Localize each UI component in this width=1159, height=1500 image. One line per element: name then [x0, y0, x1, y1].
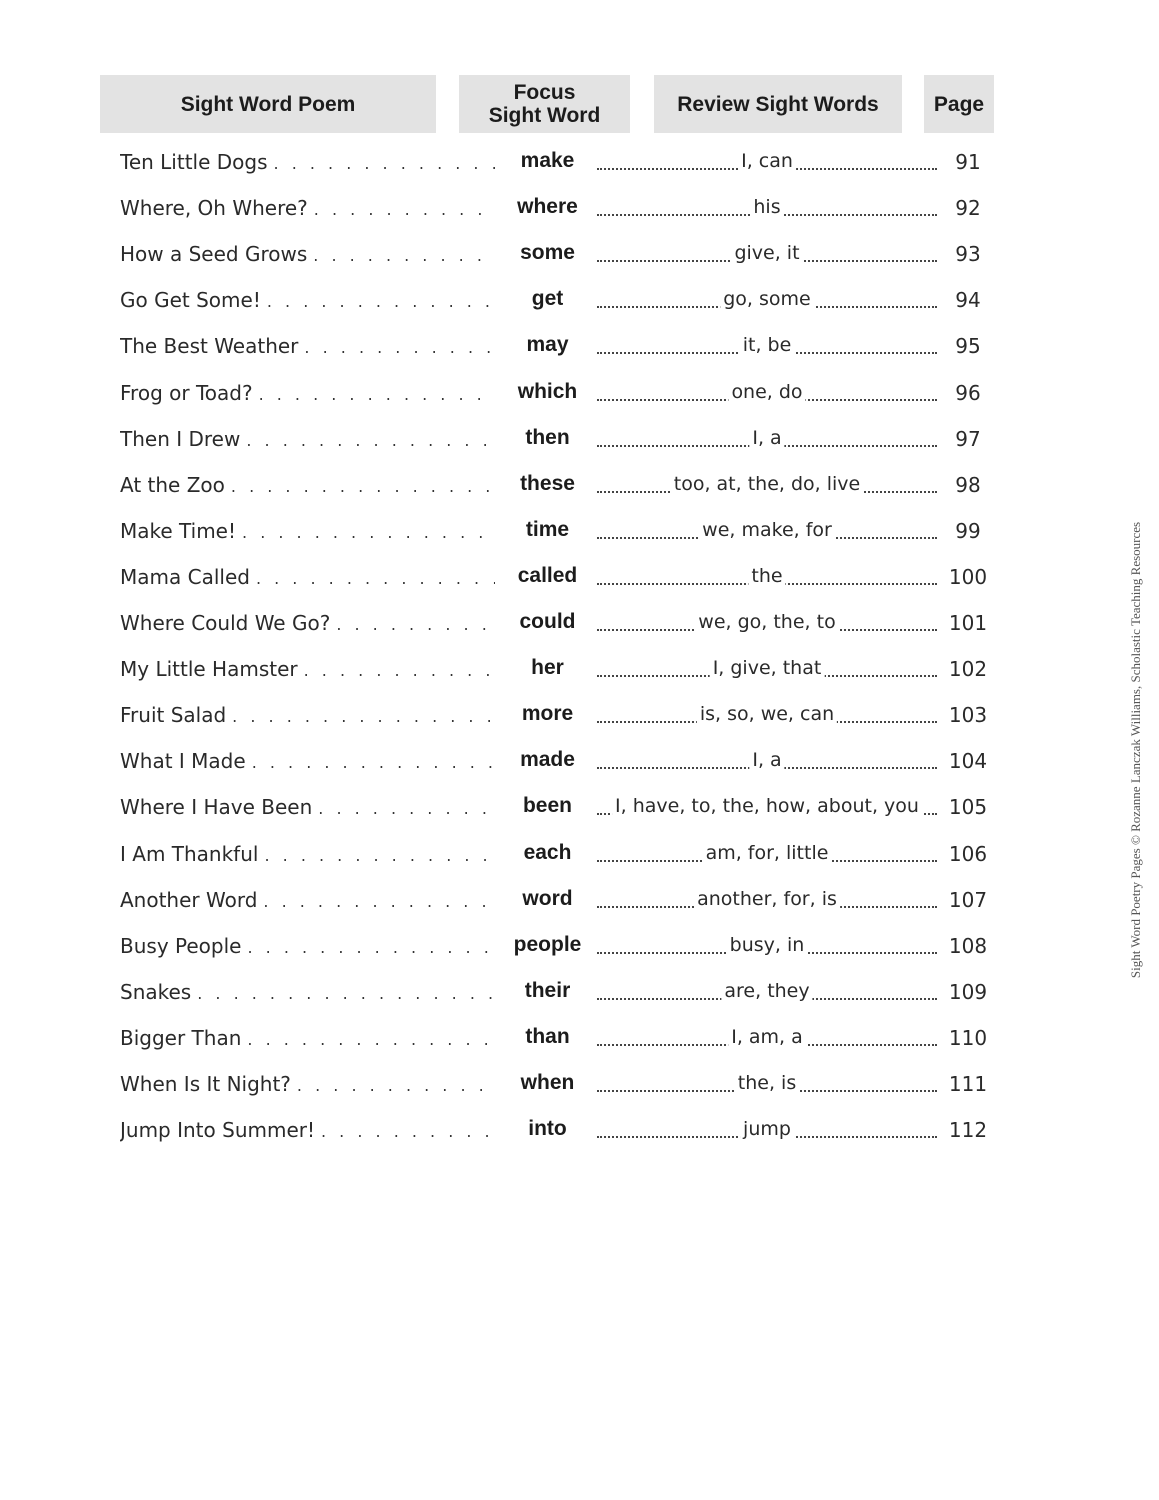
header-page	[924, 75, 994, 133]
review-words: go, some	[720, 288, 814, 310]
focus-word: these	[520, 471, 575, 495]
page-number: 91	[955, 150, 981, 174]
poem-title-cell	[120, 795, 495, 819]
leader-dots	[318, 799, 495, 818]
review-words-cell	[597, 1072, 937, 1100]
poem-title: Frog or Toad?	[120, 380, 253, 405]
leader-dots	[263, 892, 495, 911]
review-words-cell	[597, 427, 937, 455]
review-words-cell	[597, 150, 937, 178]
table-row	[0, 463, 1159, 509]
table-row	[0, 1062, 1159, 1108]
focus-word: make	[520, 149, 575, 172]
poem-title: Fruit Salad	[120, 703, 227, 728]
review-words-cell	[597, 749, 937, 777]
review-words-cell	[597, 242, 937, 270]
poem-title-cell	[120, 611, 495, 635]
focus-word: may	[526, 333, 569, 357]
header-page-label: Page	[933, 92, 985, 116]
focus-word: her	[531, 656, 564, 680]
page-number: 102	[948, 657, 988, 682]
side-credit: Sight Word Poetry Pages © Rozanne Lanczak Williams, Scholastic Teaching Resources	[1128, 521, 1143, 979]
page-number: 106	[948, 841, 988, 866]
poem-title-cell	[120, 381, 495, 405]
review-words: busy, in	[727, 934, 808, 956]
leader-dots	[197, 984, 495, 1003]
poem-title: Make Time!	[120, 518, 237, 543]
focus-word: into	[528, 1117, 567, 1141]
poem-title-cell	[120, 1118, 495, 1142]
poem-title-cell	[120, 288, 495, 312]
review-words: the	[748, 565, 785, 587]
header-sight-word-poem-label: Sight Word Poem	[180, 92, 356, 116]
table-row	[0, 878, 1159, 924]
review-words-cell	[597, 934, 937, 962]
review-words: it, be	[740, 334, 795, 356]
focus-word: when	[520, 1071, 575, 1094]
table-row	[0, 555, 1159, 601]
review-words-cell	[597, 888, 937, 916]
review-words: I, have, to, the, how, about, you	[612, 795, 922, 817]
poem-title: Where I Have Been	[120, 795, 313, 820]
review-words-cell	[597, 565, 937, 593]
table-row	[0, 739, 1159, 785]
page-number: 93	[955, 242, 981, 267]
page-number: 101	[948, 611, 988, 635]
page-number: 107	[948, 887, 988, 912]
poem-title-cell	[120, 703, 495, 727]
leader-dots	[259, 385, 495, 404]
leader-dots	[256, 569, 495, 588]
review-words-cell	[597, 980, 937, 1008]
poem-title: I Am Thankful	[120, 841, 259, 866]
leader-dots	[247, 1030, 495, 1049]
table-row	[0, 970, 1159, 1016]
review-words-cell	[597, 842, 937, 870]
poem-title-cell	[120, 334, 495, 358]
leader-dots	[274, 154, 495, 173]
poem-title-cell	[120, 427, 495, 451]
review-words-cell	[597, 473, 937, 501]
review-words-cell	[597, 381, 937, 409]
poem-title: The Best Weather	[120, 334, 299, 359]
page-number: 109	[948, 979, 988, 1004]
review-words: his	[750, 196, 783, 218]
page-number: 108	[948, 933, 988, 958]
table-row	[0, 324, 1159, 370]
focus-word: people	[513, 932, 582, 956]
review-words-cell	[597, 795, 937, 823]
table-row	[0, 371, 1159, 417]
review-words-cell	[597, 703, 937, 731]
focus-word: some	[520, 241, 575, 265]
review-words-cell	[597, 657, 937, 685]
poem-title: My Little Hamster	[120, 657, 298, 682]
leader-dots	[246, 431, 495, 450]
header-focus-sight-word	[459, 75, 630, 133]
review-words: too, at, the, do, live	[671, 473, 863, 495]
poem-title-cell	[120, 749, 495, 773]
review-words: give, it	[731, 242, 802, 264]
poem-title-cell	[120, 1072, 495, 1096]
page-number: 104	[948, 749, 988, 774]
poem-title: At the Zoo	[120, 472, 225, 497]
table-row	[0, 693, 1159, 739]
poem-title: Then I Drew	[120, 426, 241, 451]
review-words-cell	[597, 611, 937, 639]
poem-title: Go Get Some!	[120, 288, 261, 313]
poem-title: Where, Oh Where?	[120, 196, 308, 221]
leader-dots	[232, 707, 495, 726]
page-number: 111	[948, 1072, 988, 1096]
review-words-cell	[597, 196, 937, 224]
focus-word: than	[525, 1024, 570, 1048]
page-number: 112	[948, 1118, 988, 1143]
page-number: 96	[955, 380, 981, 405]
poem-title: Ten Little Dogs	[120, 150, 268, 174]
focus-word: where	[517, 195, 578, 219]
leader-dots	[264, 846, 495, 865]
poem-title: Bigger Than	[120, 1025, 242, 1050]
header-review-sight-words-label: Review Sight Words	[677, 92, 879, 116]
review-words: I, a	[749, 427, 784, 449]
focus-word: word	[522, 886, 573, 910]
table-row	[0, 832, 1159, 878]
table-row	[0, 278, 1159, 324]
focus-word: get	[531, 287, 564, 311]
table-row	[0, 601, 1159, 647]
leader-dots	[314, 200, 495, 219]
poem-title: Another Word	[120, 887, 258, 912]
leader-dots	[336, 615, 495, 634]
poem-title-cell	[120, 150, 495, 174]
page-number: 92	[955, 196, 981, 221]
header-focus-line1: Focus	[513, 81, 576, 104]
poem-title-cell	[120, 242, 495, 266]
poem-title: When Is It Night?	[120, 1072, 291, 1096]
focus-word: made	[520, 748, 575, 772]
header-review-sight-words	[654, 75, 902, 133]
leader-dots	[247, 938, 495, 957]
table-row	[0, 1108, 1159, 1154]
focus-word: called	[517, 563, 578, 587]
poem-title: Mama Called	[120, 564, 250, 589]
review-words: jump	[740, 1118, 794, 1140]
page-number: 95	[955, 334, 981, 359]
table-row	[0, 509, 1159, 555]
focus-word: which	[517, 379, 578, 403]
page-number: 94	[955, 288, 981, 313]
review-words: the, is	[735, 1072, 799, 1094]
focus-word: then	[525, 425, 570, 449]
table-row	[0, 417, 1159, 463]
leader-dots	[321, 1122, 495, 1141]
poem-title-cell	[120, 1026, 495, 1050]
review-words: one, do	[728, 381, 805, 403]
leader-dots	[297, 1076, 495, 1095]
leader-dots	[252, 753, 495, 772]
poem-title: Jump Into Summer!	[120, 1118, 315, 1143]
table-row	[0, 140, 1159, 186]
review-words-cell	[597, 288, 937, 316]
review-words: is, so, we, can	[697, 703, 837, 725]
page-number: 110	[948, 1025, 988, 1050]
leader-dots	[313, 246, 495, 265]
leader-dots	[231, 477, 495, 496]
review-words: are, they	[721, 980, 812, 1002]
poem-title-cell	[120, 565, 495, 589]
table-row	[0, 1016, 1159, 1062]
poem-title: What I Made	[120, 749, 246, 774]
review-words-cell	[597, 1026, 937, 1054]
table-row	[0, 232, 1159, 278]
poem-title-cell	[120, 934, 495, 958]
focus-word: each	[523, 840, 572, 864]
review-words-cell	[597, 334, 937, 362]
page-number: 103	[948, 703, 988, 728]
header-focus-line2: Sight Word	[488, 104, 601, 127]
page-number: 100	[948, 564, 988, 589]
poem-title: Busy People	[120, 933, 242, 958]
review-words: am, for, little	[703, 842, 832, 864]
poem-title-cell	[120, 980, 495, 1004]
header-sight-word-poem	[100, 75, 436, 133]
leader-dots	[304, 661, 495, 680]
poem-title-cell	[120, 888, 495, 912]
header-focus-sight-word-label	[489, 81, 601, 127]
review-words: we, make, for	[699, 519, 835, 541]
table-row	[0, 785, 1159, 831]
review-words: I, am, a	[728, 1026, 806, 1048]
review-words-cell	[597, 1118, 937, 1146]
poem-title-cell	[120, 196, 495, 220]
poem-title-cell	[120, 473, 495, 497]
review-words: I, a	[749, 749, 784, 771]
leader-dots	[267, 292, 495, 311]
focus-word: could	[519, 610, 576, 633]
poem-title: How a Seed Grows	[120, 242, 308, 267]
leader-dots	[242, 523, 495, 542]
review-words: we, go, the, to	[695, 611, 838, 633]
review-words: I, can	[738, 150, 796, 172]
poem-title-cell	[120, 519, 495, 543]
focus-word: time	[525, 517, 570, 541]
focus-word: their	[524, 978, 571, 1002]
review-words: another, for, is	[694, 888, 840, 910]
poem-title: Snakes	[120, 979, 192, 1004]
table-row	[0, 186, 1159, 232]
poem-title: Where Could We Go?	[120, 611, 331, 635]
poem-title-cell	[120, 657, 495, 681]
page-number: 97	[955, 426, 981, 451]
poem-title-cell	[120, 842, 495, 866]
table-row	[0, 924, 1159, 970]
focus-word: more	[521, 702, 574, 726]
page-number: 99	[955, 518, 981, 543]
page-number: 98	[955, 472, 981, 497]
review-words: I, give, that	[710, 657, 825, 679]
review-words-cell	[597, 519, 937, 547]
leader-dots	[304, 338, 495, 357]
table-row	[0, 647, 1159, 693]
focus-word: been	[522, 794, 572, 818]
page-number: 105	[948, 795, 988, 820]
